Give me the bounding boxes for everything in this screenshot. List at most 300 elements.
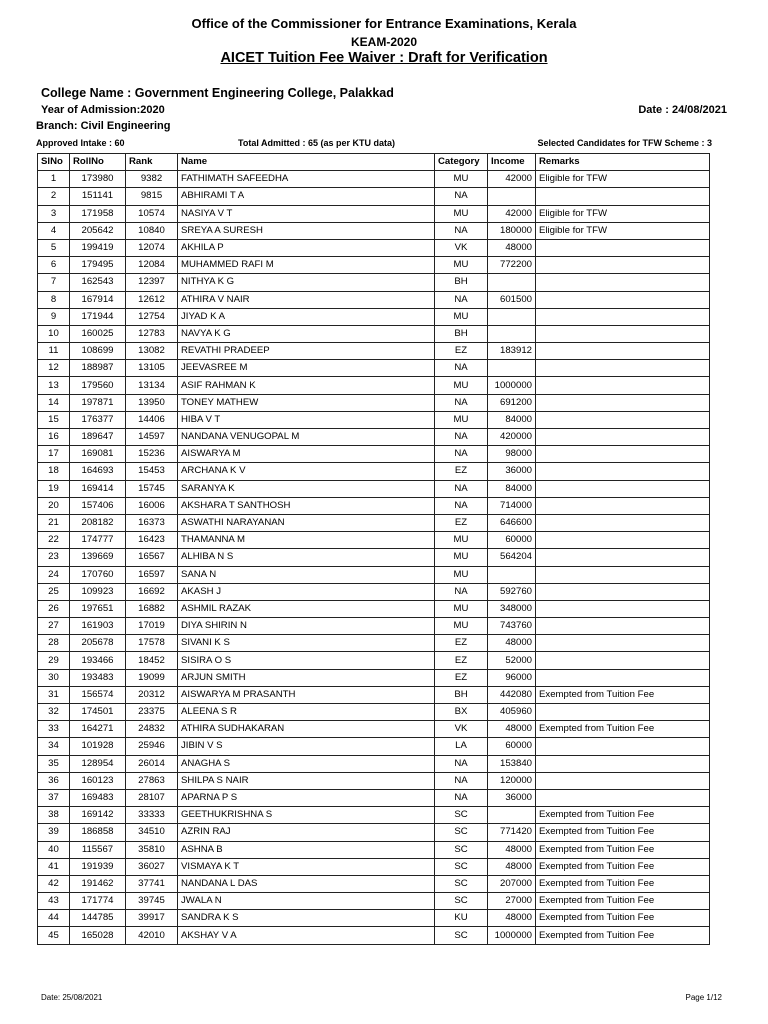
cell-slno: 35 [38, 755, 70, 772]
cell-rank: 12754 [126, 308, 178, 325]
cell-category: NA [435, 497, 488, 514]
cell-category: MU [435, 411, 488, 428]
cell-income: 84000 [488, 411, 536, 428]
table-row [38, 824, 710, 841]
cell-name: ARJUN SMITH [178, 669, 435, 686]
document-title: AICET Tuition Fee Waiver : Draft for Verification [220, 50, 548, 66]
cell-slno: 3 [38, 205, 70, 222]
cell-slno: 14 [38, 394, 70, 411]
table-row [38, 704, 710, 721]
cell-slno: 4 [38, 222, 70, 239]
cell-category: SC [435, 875, 488, 892]
cell-slno: 45 [38, 927, 70, 944]
table-row [38, 325, 710, 342]
cell-category: BX [435, 704, 488, 721]
cell-category: MU [435, 377, 488, 394]
cell-rollno: 164693 [70, 463, 126, 480]
table-row [38, 205, 710, 222]
cell-income: 60000 [488, 738, 536, 755]
cell-name: ARCHANA K V [178, 463, 435, 480]
table-row [38, 308, 710, 325]
footer-date: Date: 25/08/2021 [41, 993, 103, 1002]
cell-category: NA [435, 583, 488, 600]
cell-income: 48000 [488, 910, 536, 927]
cell-name: AZRIN RAJ [178, 824, 435, 841]
cell-slno: 43 [38, 893, 70, 910]
cell-rollno: 188987 [70, 360, 126, 377]
cell-rank: 34510 [126, 824, 178, 841]
cell-income: 36000 [488, 463, 536, 480]
cell-income: 743760 [488, 618, 536, 635]
header-income: Income [488, 154, 536, 171]
cell-income: 48000 [488, 841, 536, 858]
page-number: Page 1/12 [685, 993, 722, 1002]
cell-remarks [536, 257, 710, 274]
cell-rank: 15453 [126, 463, 178, 480]
cell-slno: 16 [38, 429, 70, 446]
cell-name: SARANYA K [178, 480, 435, 497]
cell-rollno: 179560 [70, 377, 126, 394]
table-row [38, 514, 710, 531]
cell-rank: 14597 [126, 429, 178, 446]
cell-category: EZ [435, 652, 488, 669]
cell-name: MUHAMMED RAFI M [178, 257, 435, 274]
cell-category: SC [435, 893, 488, 910]
cell-slno: 13 [38, 377, 70, 394]
cell-remarks: Exempted from Tuition Fee [536, 893, 710, 910]
cell-remarks [536, 274, 710, 291]
cell-name: JWALA N [178, 893, 435, 910]
header-rank: Rank [126, 154, 178, 171]
cell-slno: 23 [38, 549, 70, 566]
cell-slno: 24 [38, 566, 70, 583]
cell-name: SANA N [178, 566, 435, 583]
cell-category: MU [435, 532, 488, 549]
header-name: Name [178, 154, 435, 171]
cell-rollno: 176377 [70, 411, 126, 428]
cell-rank: 13082 [126, 343, 178, 360]
cell-rank: 28107 [126, 789, 178, 806]
cell-income: 96000 [488, 669, 536, 686]
cell-name: NITHYA K G [178, 274, 435, 291]
cell-category: NA [435, 188, 488, 205]
table-row [38, 738, 710, 755]
table-row [38, 841, 710, 858]
cell-remarks [536, 704, 710, 721]
cell-category: MU [435, 618, 488, 635]
cell-remarks [536, 188, 710, 205]
cell-remarks: Exempted from Tuition Fee [536, 841, 710, 858]
cell-income: 592760 [488, 583, 536, 600]
cell-rank: 15745 [126, 480, 178, 497]
cell-remarks [536, 566, 710, 583]
cell-income: 207000 [488, 875, 536, 892]
cell-slno: 19 [38, 480, 70, 497]
cell-remarks [536, 394, 710, 411]
cell-remarks [536, 343, 710, 360]
table-row [38, 446, 710, 463]
cell-income [488, 188, 536, 205]
cell-remarks: Eligible for TFW [536, 222, 710, 239]
cell-rollno: 144785 [70, 910, 126, 927]
cell-name: SREYA A SURESH [178, 222, 435, 239]
cell-category: NA [435, 360, 488, 377]
cell-name: NAVYA K G [178, 325, 435, 342]
cell-rollno: 186858 [70, 824, 126, 841]
cell-category: SC [435, 824, 488, 841]
table-row [38, 721, 710, 738]
cell-rank: 12783 [126, 325, 178, 342]
cell-income: 36000 [488, 789, 536, 806]
cell-name: AKSHARA T SANTHOSH [178, 497, 435, 514]
cell-slno: 20 [38, 497, 70, 514]
cell-remarks [536, 446, 710, 463]
cell-slno: 28 [38, 635, 70, 652]
table-row [38, 532, 710, 549]
cell-remarks [536, 635, 710, 652]
table-row [38, 411, 710, 428]
cell-name: DIYA SHIRIN N [178, 618, 435, 635]
cell-rollno: 205642 [70, 222, 126, 239]
cell-remarks [536, 755, 710, 772]
cell-name: ASIF RAHMAN K [178, 377, 435, 394]
cell-rank: 13950 [126, 394, 178, 411]
cell-income [488, 360, 536, 377]
cell-name: ALHIBA N S [178, 549, 435, 566]
cell-rollno: 171944 [70, 308, 126, 325]
cell-rank: 23375 [126, 704, 178, 721]
table-row [38, 239, 710, 256]
cell-remarks [536, 377, 710, 394]
cell-name: ABHIRAMI T A [178, 188, 435, 205]
cell-rank: 9382 [126, 171, 178, 188]
cell-rollno: 151141 [70, 188, 126, 205]
cell-slno: 2 [38, 188, 70, 205]
table-header-row [38, 154, 710, 171]
cell-name: ANAGHA S [178, 755, 435, 772]
table-row [38, 583, 710, 600]
cell-category: VK [435, 239, 488, 256]
table-row [38, 635, 710, 652]
cell-rollno: 169483 [70, 789, 126, 806]
table-row [38, 291, 710, 308]
table-row [38, 480, 710, 497]
cell-category: NA [435, 772, 488, 789]
table-row [38, 394, 710, 411]
cell-category: NA [435, 394, 488, 411]
cell-remarks [536, 325, 710, 342]
cell-category: BH [435, 274, 488, 291]
cell-rank: 33333 [126, 807, 178, 824]
cell-name: ASHNA B [178, 841, 435, 858]
cell-slno: 37 [38, 789, 70, 806]
cell-rank: 9815 [126, 188, 178, 205]
cell-rank: 16373 [126, 514, 178, 531]
cell-income [488, 807, 536, 824]
cell-slno: 21 [38, 514, 70, 531]
cell-income: 48000 [488, 721, 536, 738]
cell-name: SIVANI K S [178, 635, 435, 652]
cell-rollno: 156574 [70, 686, 126, 703]
table-row [38, 497, 710, 514]
total-admitted: Total Admitted : 65 (as per KTU data) [238, 138, 396, 148]
cell-rank: 16597 [126, 566, 178, 583]
cell-income: 183912 [488, 343, 536, 360]
cell-slno: 41 [38, 858, 70, 875]
cell-name: AISWARYA M PRASANTH [178, 686, 435, 703]
cell-remarks: Eligible for TFW [536, 171, 710, 188]
table-row [38, 755, 710, 772]
table-row [38, 669, 710, 686]
cell-rollno: 193466 [70, 652, 126, 669]
cell-category: MU [435, 205, 488, 222]
cell-category: VK [435, 721, 488, 738]
cell-rank: 36027 [126, 858, 178, 875]
cell-slno: 25 [38, 583, 70, 600]
table-row [38, 893, 710, 910]
cell-category: EZ [435, 463, 488, 480]
cell-rollno: 169081 [70, 446, 126, 463]
cell-rank: 12612 [126, 291, 178, 308]
cell-rank: 16006 [126, 497, 178, 514]
cell-remarks: Eligible for TFW [536, 205, 710, 222]
cell-income: 27000 [488, 893, 536, 910]
cell-name: THAMANNA M [178, 532, 435, 549]
header-remarks: Remarks [536, 154, 710, 171]
cell-remarks: Exempted from Tuition Fee [536, 858, 710, 875]
cell-rank: 10840 [126, 222, 178, 239]
cell-rollno: 191462 [70, 875, 126, 892]
header-category: Category [435, 154, 488, 171]
cell-slno: 44 [38, 910, 70, 927]
cell-category: EZ [435, 635, 488, 652]
cell-income: 48000 [488, 239, 536, 256]
cell-rank: 10574 [126, 205, 178, 222]
cell-remarks [536, 497, 710, 514]
cell-remarks: Exempted from Tuition Fee [536, 721, 710, 738]
cell-slno: 15 [38, 411, 70, 428]
cell-rank: 15236 [126, 446, 178, 463]
header-slno: SlNo [38, 154, 70, 171]
cell-rollno: 139669 [70, 549, 126, 566]
cell-remarks [536, 291, 710, 308]
table-row [38, 858, 710, 875]
header-rollno: RollNo [70, 154, 126, 171]
cell-remarks [536, 239, 710, 256]
cell-remarks: Exempted from Tuition Fee [536, 807, 710, 824]
cell-income [488, 308, 536, 325]
cell-rank: 39917 [126, 910, 178, 927]
cell-income [488, 274, 536, 291]
cell-rollno: 164271 [70, 721, 126, 738]
cell-category: NA [435, 222, 488, 239]
cell-rollno: 157406 [70, 497, 126, 514]
cell-income: 42000 [488, 171, 536, 188]
cell-name: VISMAYA K T [178, 858, 435, 875]
cell-income: 180000 [488, 222, 536, 239]
cell-income: 60000 [488, 532, 536, 549]
cell-category: NA [435, 429, 488, 446]
cell-category: MU [435, 549, 488, 566]
cell-income: 48000 [488, 858, 536, 875]
cell-slno: 17 [38, 446, 70, 463]
cell-category: MU [435, 308, 488, 325]
college-name: College Name : Government Engineering College, Palakkad [41, 86, 394, 100]
cell-name: HIBA V T [178, 411, 435, 428]
cell-rollno: 115567 [70, 841, 126, 858]
cell-remarks [536, 618, 710, 635]
cell-income: 564204 [488, 549, 536, 566]
cell-name: AISWARYA M [178, 446, 435, 463]
cell-rank: 12397 [126, 274, 178, 291]
cell-slno: 34 [38, 738, 70, 755]
cell-rank: 14406 [126, 411, 178, 428]
table-row [38, 360, 710, 377]
cell-remarks [536, 583, 710, 600]
cell-rollno: 174501 [70, 704, 126, 721]
table-row [38, 171, 710, 188]
cell-income: 42000 [488, 205, 536, 222]
cell-remarks [536, 308, 710, 325]
cell-rollno: 160123 [70, 772, 126, 789]
cell-category: NA [435, 480, 488, 497]
cell-remarks [536, 532, 710, 549]
cell-income: 1000000 [488, 377, 536, 394]
cell-rollno: 169414 [70, 480, 126, 497]
office-title: Office of the Commissioner for Entrance Examinations, Kerala [191, 16, 577, 31]
cell-slno: 39 [38, 824, 70, 841]
cell-income [488, 325, 536, 342]
table-row [38, 429, 710, 446]
cell-remarks [536, 429, 710, 446]
cell-remarks: Exempted from Tuition Fee [536, 824, 710, 841]
cell-category: NA [435, 789, 488, 806]
cell-category: NA [435, 755, 488, 772]
cell-rank: 13105 [126, 360, 178, 377]
cell-category: NA [435, 291, 488, 308]
cell-income: 442080 [488, 686, 536, 703]
cell-income: 714000 [488, 497, 536, 514]
cell-rollno: 205678 [70, 635, 126, 652]
cell-rank: 18452 [126, 652, 178, 669]
cell-rank: 13134 [126, 377, 178, 394]
cell-category: MU [435, 257, 488, 274]
cell-income: 420000 [488, 429, 536, 446]
cell-slno: 1 [38, 171, 70, 188]
cell-slno: 22 [38, 532, 70, 549]
cell-name: APARNA P S [178, 789, 435, 806]
table-row [38, 910, 710, 927]
cell-slno: 5 [38, 239, 70, 256]
cell-rollno: 162543 [70, 274, 126, 291]
table-row [38, 188, 710, 205]
cell-name: JIYAD K A [178, 308, 435, 325]
cell-name: ATHIRA V NAIR [178, 291, 435, 308]
cell-income: 84000 [488, 480, 536, 497]
table-row [38, 274, 710, 291]
cell-category: SC [435, 927, 488, 944]
cell-name: AKSHAY V A [178, 927, 435, 944]
cell-rank: 17019 [126, 618, 178, 635]
table-row [38, 875, 710, 892]
cell-slno: 18 [38, 463, 70, 480]
cell-slno: 31 [38, 686, 70, 703]
cell-name: ATHIRA SUDHAKARAN [178, 721, 435, 738]
cell-rank: 16567 [126, 549, 178, 566]
table-row [38, 789, 710, 806]
table-row [38, 600, 710, 617]
cell-category: MU [435, 171, 488, 188]
cell-remarks [536, 600, 710, 617]
cell-remarks [536, 549, 710, 566]
cell-name: ASHMIL RAZAK [178, 600, 435, 617]
cell-rollno: 169142 [70, 807, 126, 824]
cell-remarks [536, 411, 710, 428]
cell-remarks [536, 669, 710, 686]
cell-income: 646600 [488, 514, 536, 531]
cell-category: KU [435, 910, 488, 927]
table-row [38, 257, 710, 274]
cell-rank: 24832 [126, 721, 178, 738]
cell-name: NANDANA L DAS [178, 875, 435, 892]
cell-rollno: 160025 [70, 325, 126, 342]
cell-rollno: 128954 [70, 755, 126, 772]
table-row [38, 927, 710, 944]
cell-category: SC [435, 858, 488, 875]
cell-slno: 11 [38, 343, 70, 360]
cell-category: SC [435, 807, 488, 824]
cell-remarks [536, 789, 710, 806]
cell-remarks: Exempted from Tuition Fee [536, 927, 710, 944]
cell-rollno: 174777 [70, 532, 126, 549]
cell-rank: 25946 [126, 738, 178, 755]
cell-rollno: 173980 [70, 171, 126, 188]
cell-category: EZ [435, 514, 488, 531]
cell-remarks [536, 514, 710, 531]
cell-remarks [536, 360, 710, 377]
cell-remarks: Exempted from Tuition Fee [536, 910, 710, 927]
cell-rank: 17578 [126, 635, 178, 652]
cell-slno: 26 [38, 600, 70, 617]
cell-rollno: 179495 [70, 257, 126, 274]
cell-rollno: 109923 [70, 583, 126, 600]
cell-slno: 30 [38, 669, 70, 686]
cell-name: AKASH J [178, 583, 435, 600]
cell-slno: 38 [38, 807, 70, 824]
cell-name: JIBIN V S [178, 738, 435, 755]
cell-rollno: 101928 [70, 738, 126, 755]
cell-slno: 33 [38, 721, 70, 738]
cell-income: 772200 [488, 257, 536, 274]
cell-rank: 37741 [126, 875, 178, 892]
table-row [38, 618, 710, 635]
cell-rollno: 171958 [70, 205, 126, 222]
cell-category: MU [435, 600, 488, 617]
cell-rollno: 108699 [70, 343, 126, 360]
cell-slno: 32 [38, 704, 70, 721]
cell-rollno: 208182 [70, 514, 126, 531]
cell-income: 153840 [488, 755, 536, 772]
table-row [38, 686, 710, 703]
table-row [38, 652, 710, 669]
table-row [38, 377, 710, 394]
cell-name: FATHIMATH SAFEEDHA [178, 171, 435, 188]
cell-rollno: 171774 [70, 893, 126, 910]
branch-name: Branch: Civil Engineering [36, 120, 171, 132]
cell-income: 52000 [488, 652, 536, 669]
cell-rank: 20312 [126, 686, 178, 703]
cell-slno: 7 [38, 274, 70, 291]
